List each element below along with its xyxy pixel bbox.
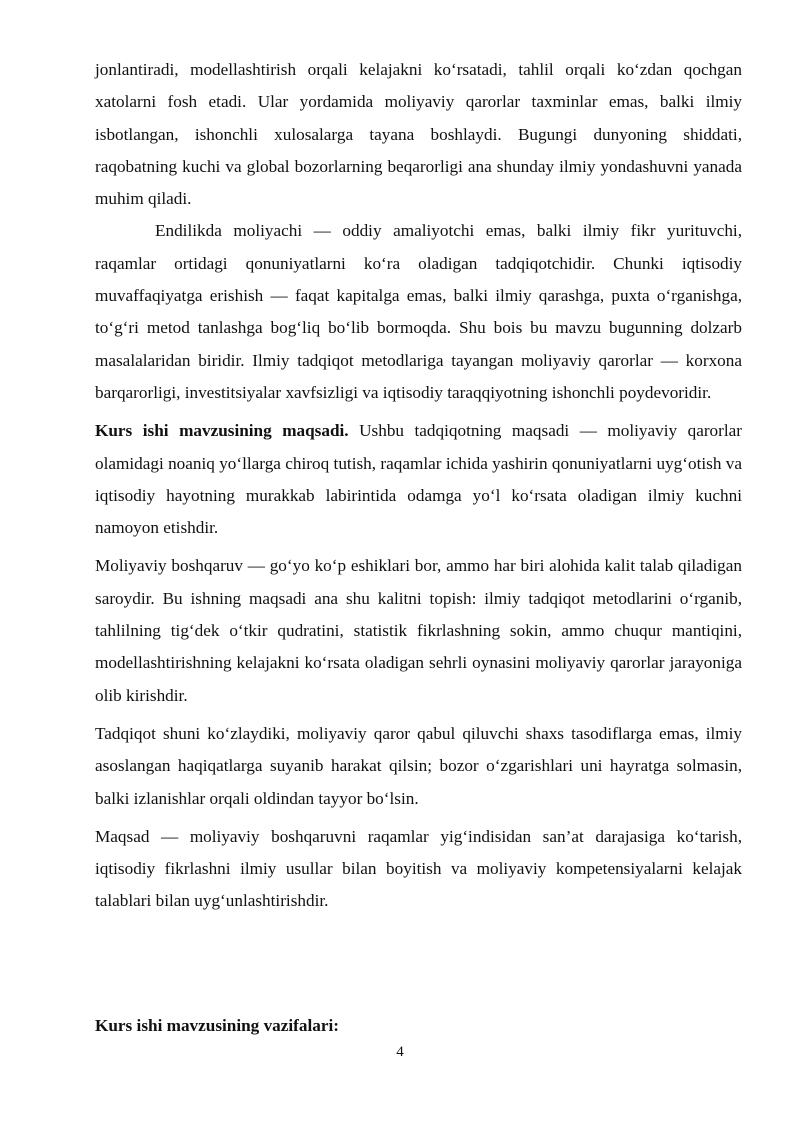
paragraph-course-goal	[95, 415, 742, 544]
page-number: 4	[396, 1044, 404, 1060]
paragraph-financier-role: Endilikda moliyachi — oddiy amaliyotchi emas, balki ilmiy fikr yurituvchi, raqamlar ortidagi qonuniyatlarni ko‘ra oladigan tadqiqotchidir. Chunki iqtisodiy muvaffaqiyatga erishish — faqat kapitalga emas, balki ilmiy qarashga, puxta o‘rganishga, to‘g‘ri metod tanlashga bog‘liq bo‘lib bormoqda. Shu bois bu mavzu bugunning dolzarb masalalaridan biridir. Ilmiy tadqiqot metodlariga tayangan moliyaviy qarorlar — korxona barqarorligi, investitsiyalar xavfsizligi va iqtisodiy taraqqiyotning ishonchli poydevoridir.	[95, 221, 742, 402]
paragraph-financial-management: Moliyaviy boshqaruv — go‘yo ko‘p eshiklari bor, ammo har biri alohida kalit talab qiladigan saroydir. Bu ishning maqsadi ana shu kalitni topish: ilmiy tadqiqot metodlarini o‘rganib, tahlilning tig‘dek o‘tkir qudratini, statistik fikrlashning sokin, ammo chuqur mantiqini, modellashtirishning kelajakni ko‘rsata oladigan sehrli oynasini moliyaviy qarorlar jarayoniga olib kirishdir.	[95, 556, 742, 705]
course-goal-text: Ushbu tadqiqotning maqsadi — moliyaviy qarorlar olamidagi noaniq yo‘llarga chiroq tutish, raqamlar ichida yashirin qonuniyatlarni uyg‘otish va iqtisodiy hayotning murakkab labirintida odamga yo‘l ko‘rsata oladigan ilmiy kuchni namoyon etishdir.	[95, 421, 742, 538]
paragraph-research-aim: Tadqiqot shuni ko‘zlaydiki, moliyaviy qaror qabul qiluvchi shaxs tasodiflarga emas, ilmiy asoslangan haqiqatlarga suyanib harakat qilsin; bozor o‘zgarishlari uni hayratga solmasin, balki izlanishlar orqali oldindan tayyor bo‘lsin.	[95, 723, 742, 808]
course-goal-lead: Kurs ishi mavzusining maqsadi.	[95, 421, 349, 441]
section-heading-tasks: Kurs ishi mavzusining vazifalari:	[95, 1016, 339, 1035]
paragraph-goal-summary: Maqsad — moliyaviy boshqaruvni raqamlar yig‘indisidan san’at darajasiga ko‘tarish, iqtisodiy fikrlashni ilmiy usullar bilan boyitish va moliyaviy kompetensiyalarni kelajak talablari bilan uyg‘unlashtirishdir.	[95, 826, 742, 911]
document-body	[95, 54, 742, 918]
paragraph-intro-continuation: jonlantiradi, modellashtirish orqali kelajakni ko‘rsatadi, tahlil orqali ko‘zdan qochgan xatolarni fosh etadi. Ular yordamida moliyaviy qarorlar taxminlar emas, balki ilmiy isbotlangan, ishonchli xulosalarga tayana boshlaydi. Bugungi dunyoning shiddati, raqobatning kuchi va global bozorlarning beqarorligi ana shunday ilmiy yondashuvni yanada muhim qiladi.	[95, 60, 742, 209]
